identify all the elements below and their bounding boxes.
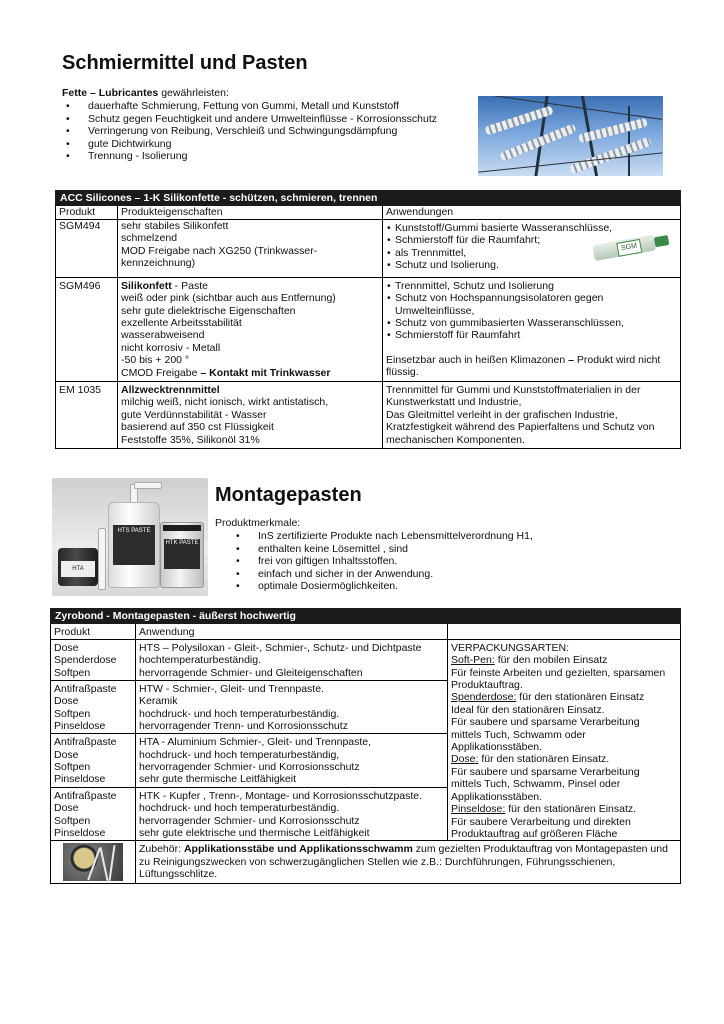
packaging-line: Applikationsstäben.: [451, 741, 543, 754]
application-line: HTS – Polysiloxan - Gleit-, Schmier-, Schutz- und Dichtpaste: [139, 641, 422, 654]
table-row: [56, 382, 681, 449]
hta-label: HTA: [61, 561, 95, 577]
intro-text: [62, 87, 229, 100]
note-bold: –: [568, 353, 574, 366]
application-cell: [136, 680, 448, 734]
application-line: HTA - Aluminium Schmier-, Gleit- und Trennpaste,: [139, 736, 372, 749]
package-line: Antifraßpaste: [54, 682, 117, 695]
note-text: Einsetzbar auch in heißen Klimazonen: [386, 353, 569, 366]
column-header: Produkt: [51, 624, 136, 639]
softpen-label: Soft-Pen:: [451, 654, 495, 667]
application-line: • Schutz und Isolierung.: [386, 259, 677, 271]
packaging-line: mittels Tuch, Schwamm oder: [451, 728, 586, 741]
climate-note: [386, 354, 677, 379]
table-header: Zyrobond - Montagepasten - äußerst hochwertig: [51, 609, 681, 624]
list-item: • einfach und sicher in der Anwendung.: [228, 568, 648, 581]
product-cell: [51, 734, 136, 788]
package-line: Softpen: [54, 814, 91, 827]
tube-label: SGM: [616, 239, 642, 257]
list-item: • Verringerung von Reibung, Verschleiß und Schwingungsdämpfung: [58, 125, 438, 138]
package-line: Softpen: [54, 761, 91, 774]
property-line: basierend auf 350 cst Flüssigkeit: [121, 421, 274, 434]
application-line: Trennmittel für Gummi und Kunststoffmaterialien in der: [386, 384, 641, 397]
property-line: [121, 280, 379, 292]
list-item: • Trennung - Isolierung: [58, 150, 438, 163]
htk-label: HTK PASTE: [164, 539, 200, 569]
applications-cell: [383, 277, 681, 381]
intro-rest: gewährleisten:: [158, 87, 229, 99]
packaging-line: Für saubere und sparsame Verarbeitung: [451, 716, 640, 729]
property-line: exzellente Arbeitsstabilität: [121, 317, 242, 330]
features-list: [228, 530, 648, 593]
application-line: • Schmierstoff für Raumfahrt: [386, 329, 677, 341]
property-line: gute Verdünnstabilität - Wasser: [121, 408, 267, 421]
table-row: [56, 277, 681, 381]
section-title: Schmiermittel und Pasten: [62, 52, 308, 74]
table-row: [51, 639, 681, 680]
property-line: kennzeichnung): [121, 257, 196, 270]
product-cell: [51, 787, 136, 841]
application-line: hochdruck- und hoch temperaturbeständig.: [139, 707, 340, 720]
accessory-rest: zum gezielten Produktauftrag von Montagepasten und zu Reinigungszwecken von schwerzugänglichen Stellen wie z.B.: Durchführungen, Führungsschienen, Lüftungsschlitze.: [139, 843, 668, 881]
application-line: Das Gleitmittel verleiht in der grafischen Industrie,: [386, 408, 618, 421]
package-line: Antifraßpaste: [54, 789, 117, 802]
application-line: • Kunststoff/Gummi basierte Wasseranschlüsse,: [386, 222, 677, 234]
table-row: [51, 841, 681, 884]
product-cell: EM 1035: [56, 382, 118, 449]
application-line: Keramik: [139, 695, 178, 708]
package-line: Softpen: [54, 666, 91, 679]
properties-cell: [118, 277, 383, 381]
package-line: Pinseldose: [54, 773, 106, 786]
property-line: sehr stabiles Silikonfett: [121, 219, 229, 232]
property-line: MOD Freigabe nach XG250 (Trinkwasser-: [121, 244, 318, 257]
package-line: Spenderdose: [54, 654, 117, 667]
column-header: Produkt: [56, 206, 118, 219]
product-type-rest: - Paste: [171, 279, 208, 292]
section-title: Montagepasten: [215, 484, 362, 506]
list-item: • gute Dichtwirkung: [58, 138, 438, 151]
softpen-text: für den mobilen Einsatz: [494, 654, 608, 667]
property-line: weiß oder pink (sichtbar auch aus Entfernung): [121, 292, 336, 305]
dose-text: für den stationären Einsatz.: [478, 753, 610, 766]
empty-header-cell: [448, 624, 681, 639]
package-line: Pinseldose: [54, 719, 106, 732]
package-line: Dose: [54, 641, 79, 654]
application-cell: [136, 734, 448, 788]
property-line: milchig weiß, nicht ionisch, wirkt antistatisch,: [121, 396, 329, 409]
packaging-line: Für saubere Verarbeitung und direkten: [451, 815, 631, 828]
property-line: -50 bis + 200 °: [121, 354, 190, 367]
application-line: HTW - Schmier-, Gleit- und Trennpaste.: [139, 682, 324, 695]
table-row: [56, 219, 681, 277]
hts-label: HTS PASTE: [113, 525, 155, 565]
property-line: Feststoffe 35%, Silikonöl 31%: [121, 433, 260, 446]
application-line: hochdruck- und hoch temperaturbeständig,: [139, 748, 340, 761]
packaging-line: Produktauftrag.: [451, 679, 523, 692]
product-type: Allzwecktrennmittel: [121, 384, 220, 397]
application-line: • Schutz von gummibasierten Wasseranschlüssen,: [386, 317, 677, 329]
list-item: • optimale Dosiermöglichkeiten.: [228, 580, 648, 593]
applicator-photo: [63, 843, 123, 881]
dose-label: Dose:: [451, 753, 479, 766]
application-line: hochtemperaturbeständig.: [139, 654, 261, 667]
cmod-bold: – Kontakt mit Trinkwasser: [200, 366, 331, 379]
column-header: Produkteigenschaften: [118, 206, 383, 219]
application-line: Kratzfestigkeit während des Papierfaltens und Schutz von: [386, 421, 655, 434]
column-header: Anwendung: [136, 624, 448, 639]
application-line: sehr gute elektrische und thermische Leitfähigkeit: [139, 826, 370, 839]
packaging-line: Für feinste Arbeiten und gezielten, sparsamen: [451, 666, 666, 679]
table-header: ACC Silicones – 1-K Silikonfette - schützen, schmieren, trennen: [56, 191, 681, 206]
list-item: • frei von giftigen Inhaltsstoffen.: [228, 555, 648, 568]
note-rest: Produkt wird nicht flüssig.: [386, 353, 661, 379]
property-line: wasserabweisend: [121, 329, 205, 342]
product-cell: SGM494: [56, 219, 118, 277]
spender-label: Spenderdose:: [451, 691, 517, 704]
product-type: Silikonfett: [121, 279, 172, 292]
paste-cans-photo: [52, 478, 208, 596]
application-cell: [136, 787, 448, 841]
accessory-cell: [136, 841, 681, 884]
package-line: Antifraßpaste: [54, 736, 117, 749]
product-cell: [51, 639, 136, 680]
application-line: • als Trennmittel,: [386, 247, 677, 259]
list-item: • InS zertifizierte Produkte nach Lebensmittelverordnung H1,: [228, 530, 648, 543]
list-item: • enthalten keine Lösemittel , sind: [228, 543, 648, 556]
properties-cell: [118, 382, 383, 449]
application-line: hervorragende Schmier- und Gleiteigenschaften: [139, 666, 363, 679]
cmod-text: CMOD Freigabe: [121, 366, 201, 379]
power-line-photo: [478, 96, 663, 176]
silicone-table: [55, 190, 681, 449]
accessory-image-cell: [51, 841, 136, 884]
application-line: sehr gute thermische Leitfähigkeit: [139, 773, 297, 786]
accessory-prefix: Zubehör:: [139, 843, 184, 856]
application-line: • Trennmittel, Schutz und Isolierung: [386, 280, 677, 292]
list-item: • dauerhafte Schmierung, Fettung von Gummi, Metall und Kunststoff: [58, 100, 438, 113]
application-line: • Schmierstoff für die Raumfahrt;: [386, 234, 677, 246]
product-cell: SGM496: [56, 277, 118, 381]
application-cell: [136, 639, 448, 680]
packaging-line: Applikationsstäben.: [451, 790, 543, 803]
application-line: • Schutz von Hochspannungsisolatoren gegen Umwelteinflüsse,: [386, 292, 677, 317]
property-line: [121, 367, 379, 379]
packaging-title: VERPACKUNGSARTEN:: [451, 641, 570, 654]
package-line: Softpen: [54, 707, 91, 720]
application-line: hochdruck- und hoch temperaturbeständig.: [139, 802, 340, 815]
spender-text: für den stationären Einsatz: [516, 691, 645, 704]
application-line: HTK - Kupfer , Trenn-, Montage- und Korrosionsschutzpaste.: [139, 789, 423, 802]
pinsel-label: Pinseldose:: [451, 803, 506, 816]
lubricant-benefits-list: [58, 100, 438, 163]
pinsel-text: für den stationären Einsatz.: [505, 803, 637, 816]
package-line: Pinseldose: [54, 826, 106, 839]
package-line: Dose: [54, 748, 79, 761]
packaging-line: Ideal für den stationären Einsatz.: [451, 703, 605, 716]
application-line: mechanischen Komponenten.: [386, 433, 525, 446]
application-line: hervorragender Schmier- und Korrosionsschutz: [139, 761, 360, 774]
accessory-bold: Applikationsstäbe und Applikationsschwamm: [183, 843, 413, 856]
montage-paste-table: [50, 608, 681, 884]
package-line: Dose: [54, 695, 79, 708]
applications-cell: [383, 219, 681, 277]
application-line: hervorragender Schmier- und Korrosionsschutz: [139, 814, 360, 827]
intro-bold: Fette – Lubricantes: [62, 87, 159, 99]
property-line: schmelzend: [121, 232, 178, 245]
product-cell: [51, 680, 136, 734]
application-line: Kunstwerkstatt und Industrie,: [386, 396, 522, 409]
packaging-line: mittels Tuch, Schwamm, Pinsel oder: [451, 778, 621, 791]
properties-cell: [118, 219, 383, 277]
packaging-line: Für saubere und sparsame Verarbeitung: [451, 765, 640, 778]
application-line: hervorragender Trenn- und Korrosionsschutz: [139, 719, 348, 732]
property-line: sehr gute dielektrische Eigenschaften: [121, 304, 296, 317]
applications-cell: [383, 382, 681, 449]
packaging-line: Produktauftrag auf größeren Fläche: [451, 827, 618, 840]
package-line: Dose: [54, 802, 79, 815]
property-line: nicht korrosiv - Metall: [121, 341, 221, 354]
features-intro: Produktmerkmale:: [215, 517, 301, 529]
list-item: • Schutz gegen Feuchtigkeit und andere Umwelteinflüsse - Korrosionsschutz: [58, 113, 438, 126]
packaging-cell: [448, 639, 681, 841]
column-header: Anwendungen: [383, 206, 681, 219]
